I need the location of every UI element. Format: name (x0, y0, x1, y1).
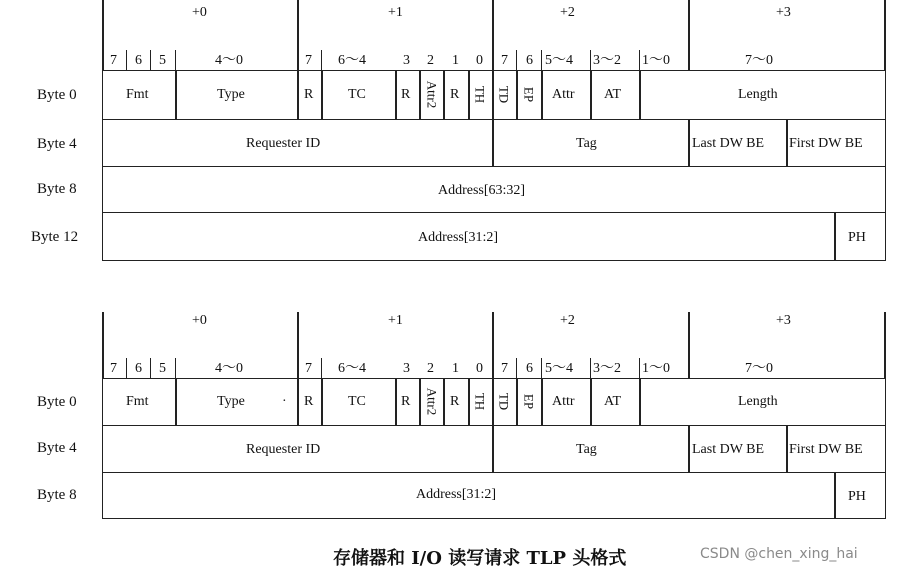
field-divider (297, 70, 299, 120)
field-td: TD (496, 85, 512, 104)
field-at: AT (604, 394, 622, 409)
field-tag: Tag (576, 136, 597, 151)
field-divider (834, 472, 836, 519)
bit-label: 5 (159, 361, 166, 376)
bit-label: 7～0 (745, 361, 773, 376)
byte-offset-label: +0 (192, 313, 207, 328)
field-reserved: R (401, 394, 411, 409)
field-divider (639, 70, 641, 120)
bit-label: 1～0 (642, 53, 670, 68)
row-label: Byte 0 (37, 87, 77, 103)
field-address-low: Address[31:2] (416, 487, 497, 502)
field-fmt: Fmt (126, 394, 149, 409)
field-reserved: R (304, 394, 314, 409)
field-divider (786, 119, 788, 167)
field-divider (516, 70, 518, 120)
bit-label: 1 (452, 361, 459, 376)
bit-label: 3 (403, 361, 410, 376)
bit-label: 6 (135, 361, 142, 376)
figure-caption: 存储器和 I/O 读写请求 TLP 头格式 (333, 548, 627, 569)
field-ph: PH (848, 230, 866, 245)
byte-divider (297, 312, 299, 378)
field-divider (492, 425, 494, 473)
bit-label: 0 (476, 53, 483, 68)
byte-divider (688, 0, 690, 70)
field-divider (395, 70, 397, 120)
bit-label: 6 (135, 53, 142, 68)
field-type: Type (217, 87, 245, 102)
row-label: Byte 4 (37, 136, 77, 152)
bit-label: 7 (305, 53, 312, 68)
field-divider (175, 70, 177, 120)
field-divider (297, 378, 299, 426)
bit-label: 7 (110, 53, 117, 68)
field-address-low: Address[31:2] (418, 230, 499, 245)
row-label: Byte 0 (37, 394, 77, 410)
field-tc: TC (348, 87, 366, 102)
field-divider (541, 378, 543, 426)
byte-divider (688, 312, 690, 378)
field-reserved: R (450, 394, 460, 409)
bit-label: 2 (427, 53, 434, 68)
bit-label: 7 (110, 361, 117, 376)
field-divider (688, 425, 690, 473)
field-tag: Tag (576, 442, 597, 457)
field-divider (516, 378, 518, 426)
bit-label: 5～4 (545, 53, 573, 68)
field-divider (443, 378, 445, 426)
field-attr2: Attr2 (424, 80, 440, 109)
field-ph: PH (848, 489, 866, 504)
byte-offset-label: +3 (776, 313, 791, 328)
field-ep: EP (521, 86, 537, 103)
byte-offset-label: +1 (388, 5, 403, 20)
field-divider (834, 212, 836, 261)
row-label: Byte 12 (31, 229, 79, 245)
field-attr: Attr (552, 87, 575, 102)
field-th: TH (472, 392, 488, 411)
stray-dot: · (282, 394, 287, 409)
bit-label: 6 (526, 53, 533, 68)
field-first-dw-be: First DW BE (789, 136, 863, 151)
dw1-row (102, 119, 886, 167)
bit-label: 4～0 (215, 361, 243, 376)
byte-divider (297, 0, 299, 70)
bit-tick (321, 358, 322, 378)
field-reserved: R (450, 87, 460, 102)
bit-label: 2 (427, 361, 434, 376)
field-divider (468, 70, 470, 120)
field-length: Length (738, 87, 778, 102)
row-label: Byte 8 (37, 181, 77, 197)
watermark: CSDN @chen_xing_hai (700, 546, 858, 562)
bit-tick (175, 50, 176, 70)
field-divider (443, 70, 445, 120)
bit-label: 1～0 (642, 361, 670, 376)
bit-label: 6 (526, 361, 533, 376)
field-attr: Attr (552, 394, 575, 409)
bit-label: 7 (501, 53, 508, 68)
bit-label: 7 (305, 361, 312, 376)
bit-label: 3～2 (593, 361, 621, 376)
bit-label: 5 (159, 53, 166, 68)
field-last-dw-be: Last DW BE (692, 136, 765, 151)
bit-label: 1 (452, 53, 459, 68)
field-tc: TC (348, 394, 366, 409)
field-divider (492, 378, 494, 426)
field-divider (321, 70, 323, 120)
bit-tick (639, 50, 640, 70)
bit-tick (150, 50, 151, 70)
bit-label: 7 (501, 361, 508, 376)
field-divider (492, 119, 494, 167)
field-last-dw-be: Last DW BE (692, 442, 765, 457)
field-divider (590, 70, 592, 120)
bit-tick (516, 50, 517, 70)
field-divider (321, 378, 323, 426)
field-divider (395, 378, 397, 426)
bit-tick (590, 50, 591, 70)
bit-label: 6～4 (338, 361, 366, 376)
byte-divider (492, 0, 494, 70)
byte-offset-label: +1 (388, 313, 403, 328)
row-label: Byte 4 (37, 440, 77, 456)
byte-offset-label: +0 (192, 5, 207, 20)
bit-label: 6～4 (338, 53, 366, 68)
field-td: TD (496, 392, 512, 411)
field-first-dw-be: First DW BE (789, 442, 863, 457)
byte-divider (884, 312, 886, 378)
field-at: AT (604, 87, 622, 102)
bit-label: 5～4 (545, 361, 573, 376)
field-reserved: R (401, 87, 411, 102)
field-divider (590, 378, 592, 426)
dw1-row (102, 425, 886, 473)
byte-offset-label: +3 (776, 5, 791, 20)
row-label: Byte 8 (37, 487, 77, 503)
bit-label: 4～0 (215, 53, 243, 68)
field-divider (175, 378, 177, 426)
bit-tick (126, 50, 127, 70)
field-length: Length (738, 394, 778, 409)
field-requester-id: Requester ID (246, 136, 321, 151)
field-divider (541, 70, 543, 120)
field-fmt: Fmt (126, 87, 149, 102)
bit-tick (516, 358, 517, 378)
field-attr2: Attr2 (424, 387, 440, 416)
byte-divider (492, 312, 494, 378)
bit-label: 3 (403, 53, 410, 68)
bit-label: 3～2 (593, 53, 621, 68)
field-divider (419, 70, 421, 120)
field-divider (419, 378, 421, 426)
field-divider (639, 378, 641, 426)
bit-label: 0 (476, 361, 483, 376)
byte-offset-label: +2 (560, 313, 575, 328)
byte-divider (102, 312, 104, 378)
bit-tick (150, 358, 151, 378)
field-divider (468, 378, 470, 426)
field-requester-id: Requester ID (246, 442, 321, 457)
byte-divider (884, 0, 886, 70)
field-divider (786, 425, 788, 473)
bit-tick (541, 50, 542, 70)
bit-tick (175, 358, 176, 378)
byte-divider (102, 0, 104, 70)
field-ep: EP (521, 393, 537, 410)
bit-tick (126, 358, 127, 378)
field-type: Type (217, 394, 245, 409)
bit-tick (321, 50, 322, 70)
byte-offset-label: +2 (560, 5, 575, 20)
field-reserved: R (304, 87, 314, 102)
field-divider (688, 119, 690, 167)
bit-tick (541, 358, 542, 378)
bit-tick (639, 358, 640, 378)
field-address-high: Address[63:32] (438, 183, 526, 198)
field-divider (492, 70, 494, 120)
bit-tick (590, 358, 591, 378)
field-th: TH (472, 85, 488, 104)
bit-label: 7～0 (745, 53, 773, 68)
